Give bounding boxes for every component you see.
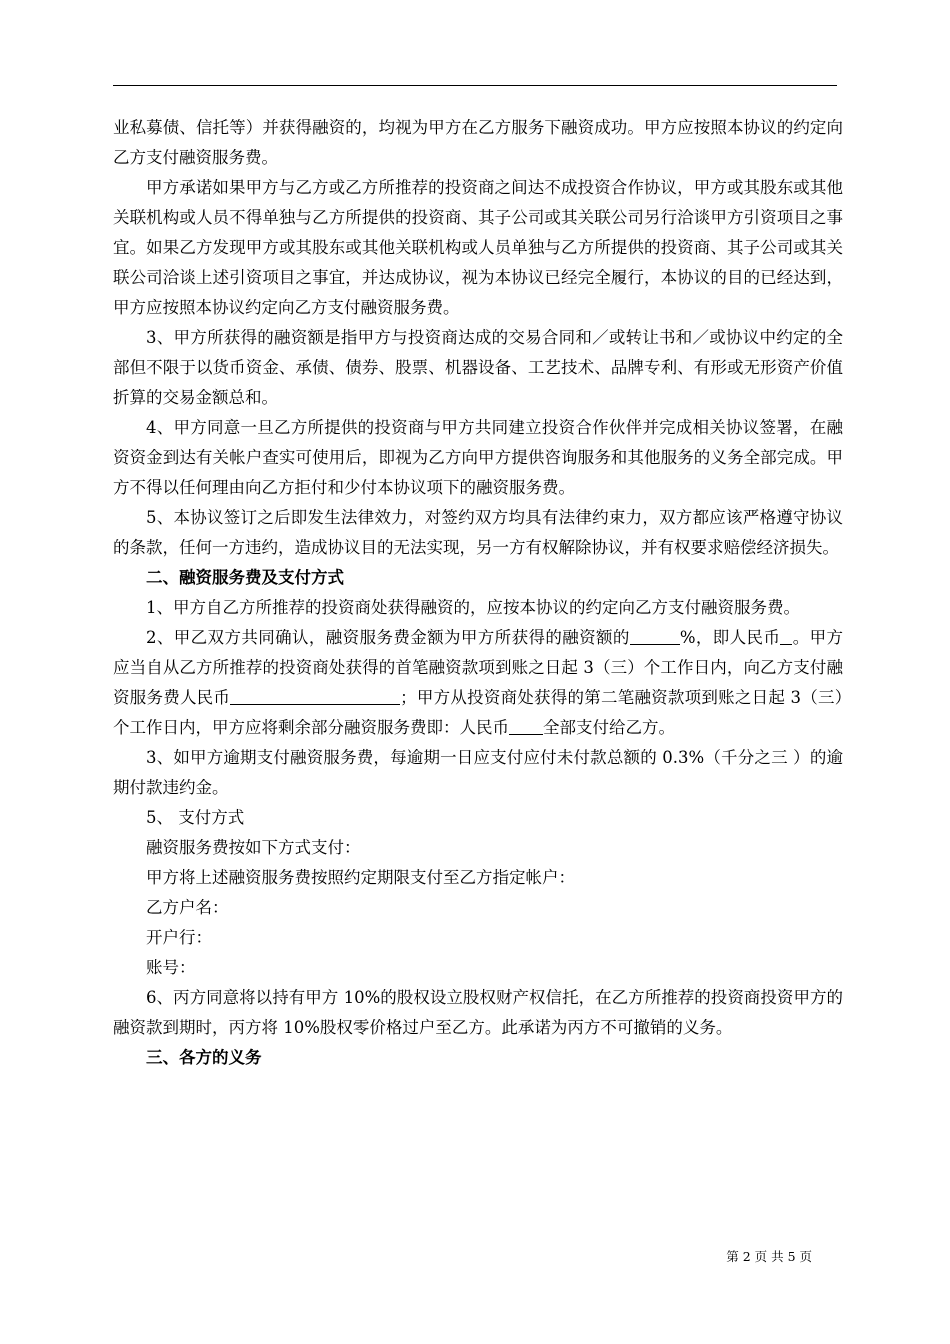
field-bank: 开户行：	[146, 928, 212, 947]
rmb-blank-1	[780, 628, 792, 646]
document-body	[113, 113, 843, 1073]
section-heading-fees: 二、融资服务费及支付方式	[146, 568, 344, 587]
paragraph-fee-1: 1、甲方自乙方所推荐的投资商处获得融资的，应按本协议的约定向乙方支付融资服务费。	[146, 598, 800, 617]
section-heading-obligations: 三、各方的义务	[146, 1048, 262, 1067]
paragraph-fee-2	[113, 623, 843, 743]
paragraph-continuation: 业私募债、信托等）并获得融资的，均视为甲方在乙方服务下融资成功。甲方应按照本协议的约定向乙方支付融资服务费。	[113, 118, 843, 167]
paragraph-payment-method: 5、 支付方式	[146, 808, 245, 827]
paragraph-payment-intro: 融资服务费按如下方式支付：	[146, 838, 361, 857]
paragraph-clause-5: 5、本协议签订之后即发生法律效力，对签约双方均具有法律约束力，双方都应该严格遵守协议的条款，任何一方违约，造成协议目的无法实现，另一方有权解除协议，并有权要求赔偿经济损失。	[113, 508, 843, 557]
page-number: 第 2 页 共 5 页	[726, 1249, 812, 1264]
fee-2-text-e: 全部支付给乙方。	[543, 718, 675, 737]
rmb-blank-3	[509, 718, 543, 736]
paragraph-clause-6: 6、丙方同意将以持有甲方 10%的股权设立股权财产权信托，在乙方所推荐的投资商投资甲方的融资款到期时，丙方将 10%股权零价格过户至乙方。此承诺为丙方不可撤销的义务。	[113, 988, 843, 1037]
paragraph-clause-4: 4、甲方同意一旦乙方所提供的投资商与甲方共同建立投资合作伙伴并完成相关协议签署，在融资资金到达有关帐户查实可使用后，即视为乙方向甲方提供咨询服务和其他服务的义务全部完成。甲方不得以任何理由向乙方拒付和少付本协议项下的融资服务费。	[113, 418, 843, 497]
fee-2-text-d: ；甲方从投资商处获得的第二笔融资款项到账之日起 3（三）个工作日内，甲方应将剩余部分融资服务费即：人民币	[113, 688, 844, 737]
paragraph-payment-account: 甲方将上述融资服务费按照约定期限支付至乙方指定帐户：	[146, 868, 575, 887]
field-account-number: 账号：	[146, 958, 196, 977]
rmb-blank-2	[230, 688, 400, 706]
fee-2-text-b: %，即人民币	[679, 628, 781, 647]
fee-2-text-a: 2、甲乙双方共同确认，融资服务费金额为甲方所获得的融资额的	[146, 628, 630, 647]
fee-2-text-c: 。甲方应当自从乙方所推荐的投资商处获得的首笔融资款项到账之日起 3（三）个工作日内，向乙方支付融资服务费人民币	[113, 628, 844, 707]
percent-blank	[630, 628, 680, 646]
header-rule	[113, 85, 837, 86]
field-account-name: 乙方户名：	[146, 898, 229, 917]
paragraph-fee-3: 3、如甲方逾期支付融资服务费，每逾期一日应支付应付未付款总额的 0.3%（千分之三 ）的逾期付款违约金。	[113, 748, 843, 797]
paragraph-commitment: 甲方承诺如果甲方与乙方或乙方所推荐的投资商之间达不成投资合作协议，甲方或其股东或其他关联机构或人员不得单独与乙方所提供的投资商、其子公司或其关联公司另行洽谈甲方引资项目之事宜。如果乙方发现甲方或其股东或其他关联机构或人员单独与乙方所提供的投资商、其子公司或其关联公司洽谈上述引资项目之事宜，并达成协议，视为本协议已经完全履行，本协议的目的已经达到，甲方应按照本协议约定向乙方支付融资服务费。	[113, 178, 843, 317]
paragraph-clause-3: 3、甲方所获得的融资额是指甲方与投资商达成的交易合同和／或转让书和／或协议中约定的全部但不限于以货币资金、承债、债券、股票、机器设备、工艺技术、品牌专利、有形或无形资产价值折算的交易金额总和。	[113, 328, 843, 407]
